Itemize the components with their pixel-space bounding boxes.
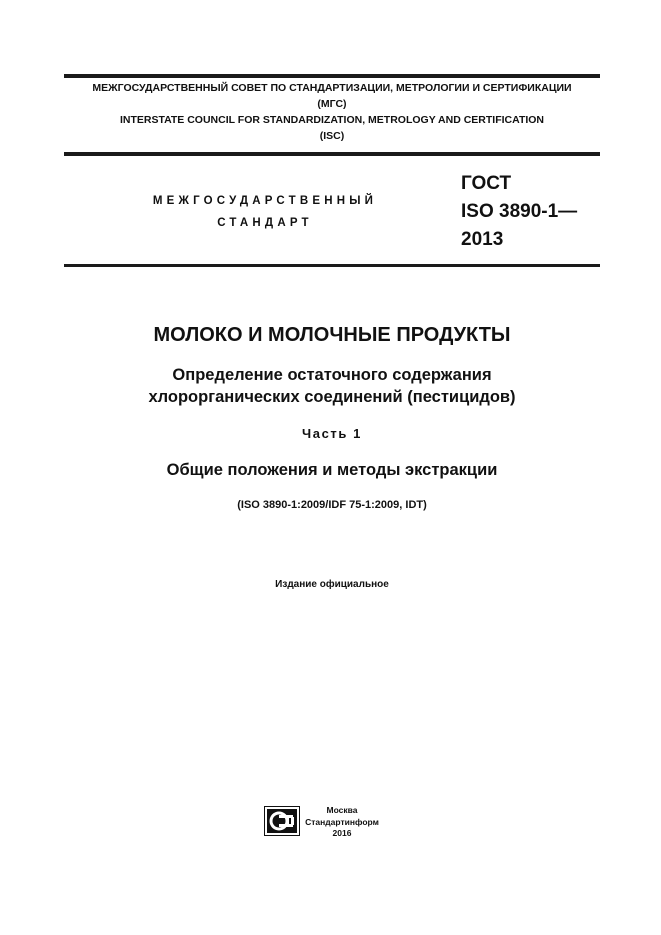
standard-code-line2: ISO 3890-1— (461, 201, 578, 222)
document-subtitle-line2: хлорорганических соединений (пестицидов) (148, 388, 516, 406)
publisher-name: Стандартинформ (305, 816, 379, 827)
council-name-en-line2: (ISC) (319, 130, 345, 142)
top-divider (64, 74, 600, 78)
document-subtitle-line1: Определение остаточного содержания (172, 366, 492, 384)
publisher-year: 2016 (332, 828, 352, 838)
standard-code (461, 170, 577, 254)
standard-kind-line2: СТАНДАРТ (217, 217, 313, 229)
council-name-ru-line1: МЕЖГОСУДАРСТВЕННЫЙ СОВЕТ ПО СТАНДАРТИЗАЦИИ, МЕТРОЛОГИИ И СЕРТИФИКАЦИИ (92, 82, 572, 94)
council-name-en-line1: INTERSTATE COUNCIL FOR STANDARDIZATION, METROLOGY AND CERTIFICATION (119, 114, 545, 126)
council-name-ru-line2: (МГС) (317, 98, 347, 110)
iso-reference: (ISO 3890-1:2009/IDF 75-1:2009, IDT) (237, 499, 427, 511)
standard-code-line3: 2013 (461, 229, 504, 250)
designation-divider (64, 264, 600, 267)
header-divider (64, 152, 600, 156)
edition-note: Издание официальное (275, 579, 389, 590)
council-name-en (64, 112, 600, 144)
document-title: МОЛОКО И МОЛОЧНЫЕ ПРОДУКТЫ (153, 324, 511, 346)
standard-kind (130, 190, 400, 234)
part-title: Общие положения и методы экстракции (166, 461, 498, 479)
publisher-block (300, 805, 384, 840)
standard-kind-line1: МЕЖГОСУДАРСТВЕННЫЙ (152, 195, 378, 207)
part-number: Часть 1 (302, 426, 362, 441)
standard-code-line1: ГОСТ (461, 173, 512, 194)
council-name-ru (64, 80, 600, 112)
publisher-city: Москва (326, 805, 358, 815)
standartinform-logo-icon (264, 806, 300, 836)
document-subtitle (64, 364, 600, 408)
